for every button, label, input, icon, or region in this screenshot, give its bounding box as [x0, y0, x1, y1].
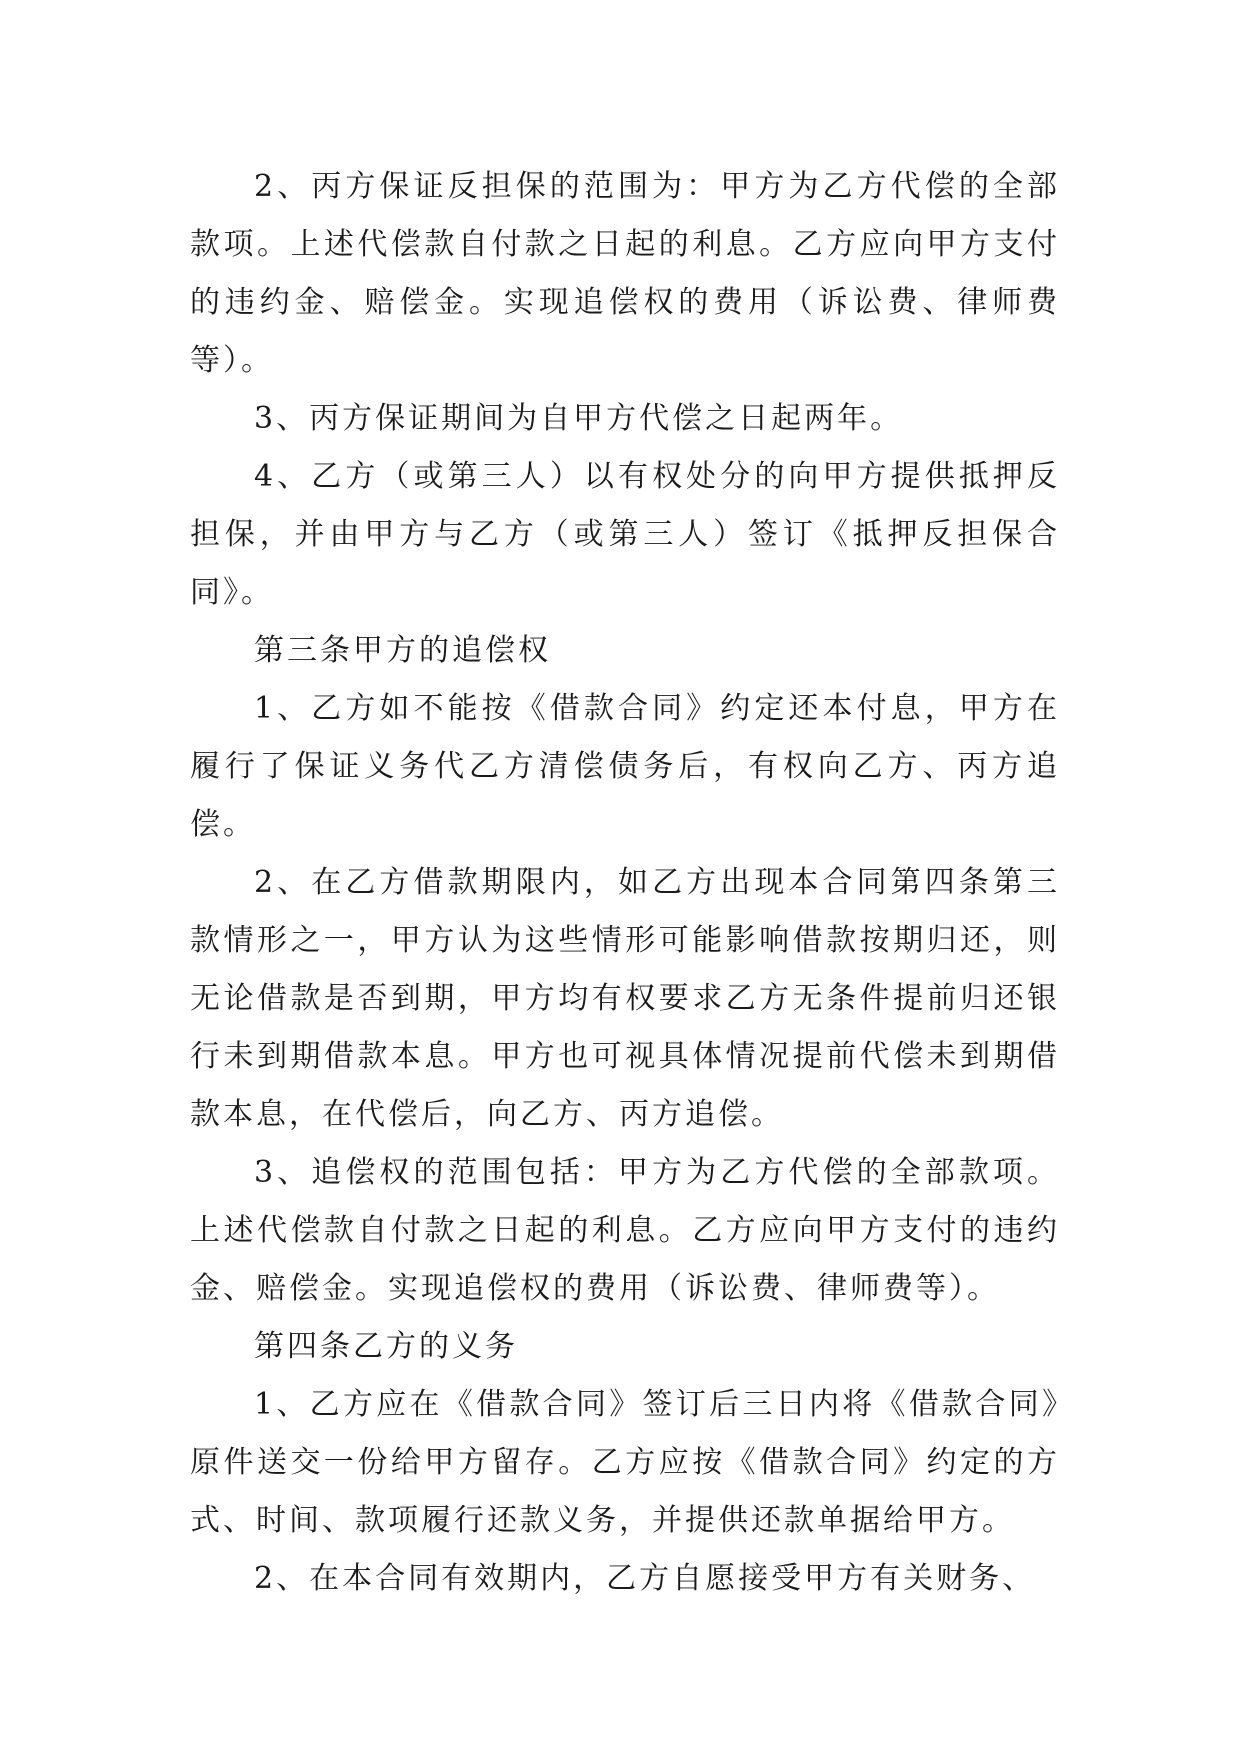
document-body — [190, 158, 1060, 1608]
clause-3-guarantee-period: 3、丙方保证期间为自甲方代偿之日起两年。 — [254, 401, 904, 436]
article-4-clause-1: 1、乙方应在《借款合同》签订后三日内将《借款合同》原件送交一份给甲方留存。乙方应按《借款合同》约定的方式、时间、款项履行还款义务，并提供还款单据给甲方。 — [190, 1387, 1060, 1538]
article-3-clause-3: 3、追偿权的范围包括：甲方为乙方代偿的全部款项。上述代偿款自付款之日起的利息。乙方应向甲方支付的违约金、赔偿金。实现追偿权的费用（诉讼费、律师费等）。 — [190, 1155, 1060, 1306]
article-3-clause-2: 2、在乙方借款期限内，如乙方出现本合同第四条第三款情形之一，甲方认为这些情形可能影响借款按期归还，则无论借款是否到期，甲方均有权要求乙方无条件提前归还银行未到期借款本息。甲方也可视具体情况提前代偿未到期借款本息，在代偿后，向乙方、丙方追偿。 — [190, 865, 1060, 1132]
article-3-clause-1: 1、乙方如不能按《借款合同》约定还本付息，甲方在履行了保证义务代乙方清偿债务后，有权向乙方、丙方追偿。 — [190, 691, 1060, 842]
clause-2-guarantee-scope: 2、丙方保证反担保的范围为：甲方为乙方代偿的全部款项。上述代偿款自付款之日起的利息。乙方应向甲方支付的违约金、赔偿金。实现追偿权的费用（诉讼费、律师费等）。 — [190, 169, 1060, 378]
article-4-clause-2: 2、在本合同有效期内，乙方自愿接受甲方有关财务、 — [254, 1561, 1036, 1596]
article-3-heading: 第三条甲方的追偿权 — [254, 633, 551, 668]
article-4-heading: 第四条乙方的义务 — [254, 1329, 518, 1364]
clause-4-mortgage-counter-guarantee: 4、乙方（或第三人）以有权处分的向甲方提供抵押反担保，并由甲方与乙方（或第三人）签订《抵押反担保合同》。 — [190, 459, 1060, 610]
